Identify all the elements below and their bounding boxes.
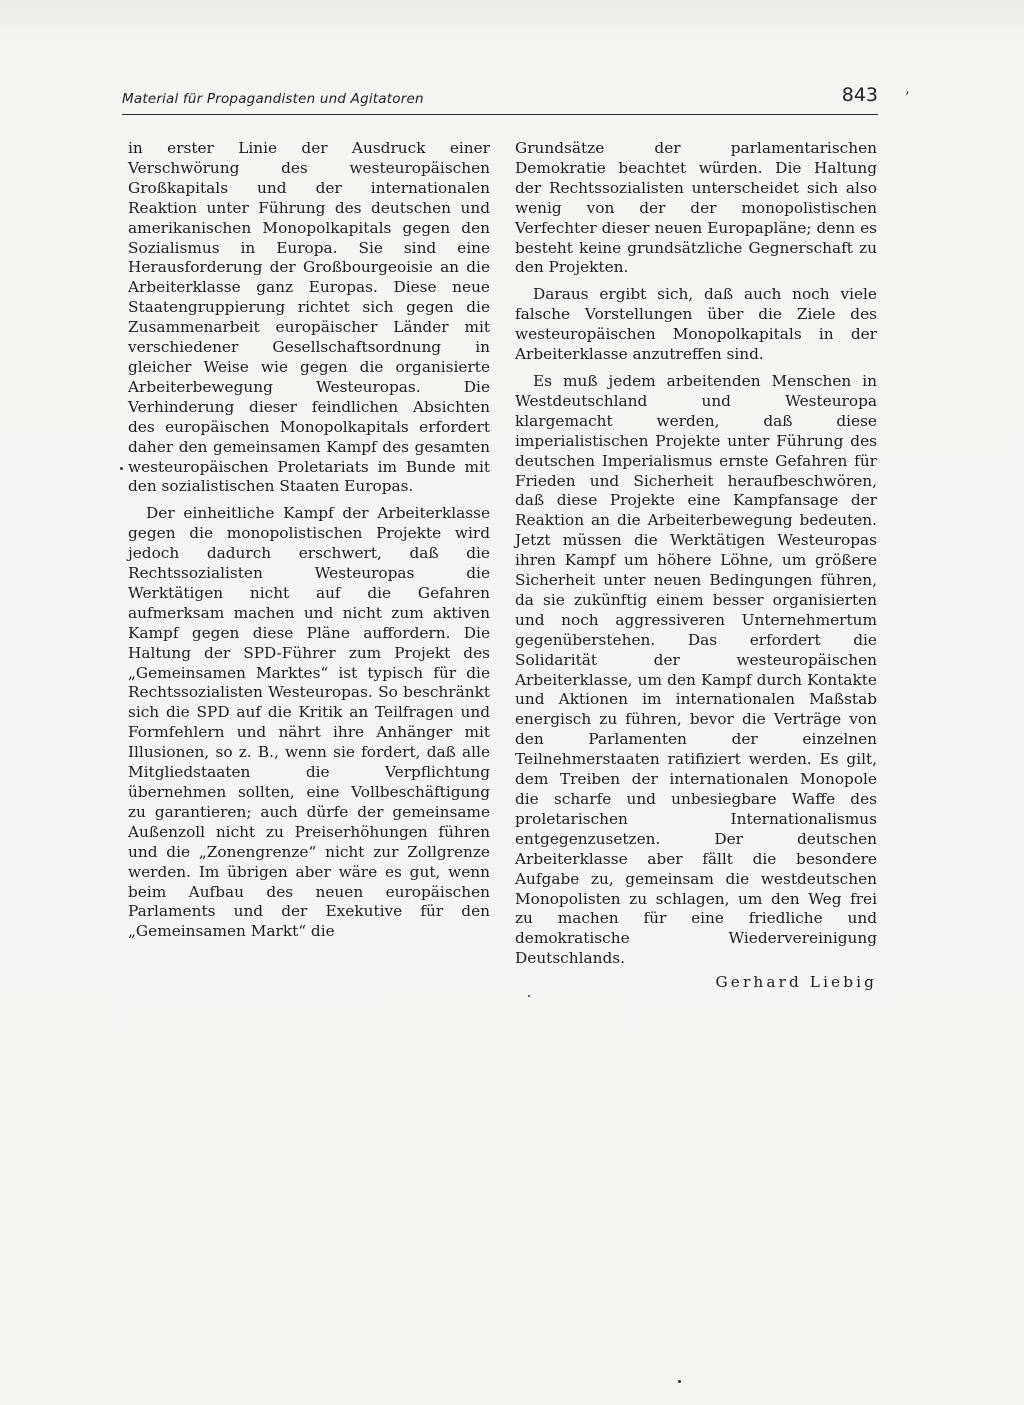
author-signature: Gerhard Liebig [715,973,877,992]
left-paragraph-1: in erster Linie der Ausdruck einer Verschwörung des westeuropäischen Großkapitals und der internationalen Reaktion unter Führung des deutschen und amerikanischen Monopolkapitals gegen den Sozialismus in Europa. Sie sind eine Herausforderung der Großbourgeoisie an die Arbeiterklasse ganz Europas. Diese neue Staatengruppierung richtet sich gegen die Zusammenarbeit europäischer Länder mit verschiedener Gesellschaftsordnung in gleicher Weise wie gegen die organisierte Arbeiterbewegung Westeuropas. Die Verhinderung dieser feindlichen Absichten des europäischen Monopolkapitals erfordert daher den gemeinsamen Kampf des gesamten westeuropäischen Proletariats im Bunde mit den sozialistischen Staaten Europas. [128,139,490,496]
right-paragraph-3: Es muß jedem arbeitenden Menschen in Westdeutschland und Westeuropa klargemacht werden, daß diese imperialistischen Projekte unter Führung des deutschen Imperialismus ernste Gefahren für Frieden und Sicherheit heraufbeschwören, daß diese Projekte eine Kampfansage der Reaktion an die Arbeiterbewegung bedeuten. Jetzt müssen die Werktätigen Westeuropas ihren Kampf um höhere Löhne, um größere Sicherheit unter neuen Bedingungen führen, da sie zukünftig einem besser organisierten und noch aggressiveren Unternehmertum gegenüberstehen. Das erfordert die Solidarität der westeuropäischen Arbeiterklasse, um den Kampf durch Kontakte und Aktionen im internationalen Maßstab energisch zu führen, bevor die Verträge von den Parlamenten der einzelnen Teilnehmerstaaten ratifiziert werden. Es gilt, dem Treiben der internationalen Monopole die scharfe und unbesiegbare Waffe des proletarischen Internationalismus entgegenzusetzen. Der deutschen Arbeiterklasse aber fällt die besondere Aufgabe zu, gemeinsam die westdeutschen Monopolisten zu schlagen, um den Weg frei zu machen für eine friedliche und demokratische Wiedervereinigung Deutschlands. [515,371,877,968]
page-header [122,84,878,115]
right-paragraph-2: Daraus ergibt sich, daß auch noch viele falsche Vorstellungen über die Ziele des westeuropäischen Monopolkapitals in der Arbeiterklasse anzutreffen sind. [515,285,877,364]
left-paragraph-2: Der einheitliche Kampf der Arbeiterklasse gegen die monopolistischen Projekte wird jedoch dadurch erschwert, daß die Rechtssozialisten Westeuropas die Werktätigen nicht auf die Gefahren aufmerksam machen und nicht zum aktiven Kampf gegen diese Pläne auffordern. Die Haltung der SPD-Führer zum Projekt des „Gemeinsamen Marktes“ ist typisch für die Rechtssozialisten Westeuropas. So beschränkt sich die SPD auf die Kritik an Teilfragen und Formfehlern und nährt ihre Anhänger mit Illusionen, so z. B., wenn sie fordert, daß alle Mitgliedstaaten die Verpflichtung übernehmen sollten, eine Vollbeschäftigung zu garantieren; auch dürfe der gemeinsame Außenzoll nicht zu Preiserhöhungen führen und die „Zonengrenze“ nicht zur Zollgrenze werden. Im übrigen aber wäre es gut, wenn beim Aufbau des neuen europäischen Parlaments und der Exekutive für den „Gemeinsamen Markt“ die [128,504,490,941]
margin-mark: ’ [905,90,910,106]
right-column [515,139,877,993]
print-speck [528,995,530,997]
running-head: Material für Propagandisten und Agitatoren [122,91,424,107]
left-column [128,139,490,942]
print-speck [120,467,123,470]
print-speck [678,1380,681,1383]
page-number: 843 [841,84,878,106]
right-paragraph-1: Grundsätze der parlamentarischen Demokratie beachtet würden. Die Haltung der Rechtssozialisten unterscheidet sich also wenig von der der monopolistischen Verfechter dieser neuen Europapläne; denn es besteht keine grundsätzliche Gegnerschaft zu den Projekten. [515,139,877,277]
